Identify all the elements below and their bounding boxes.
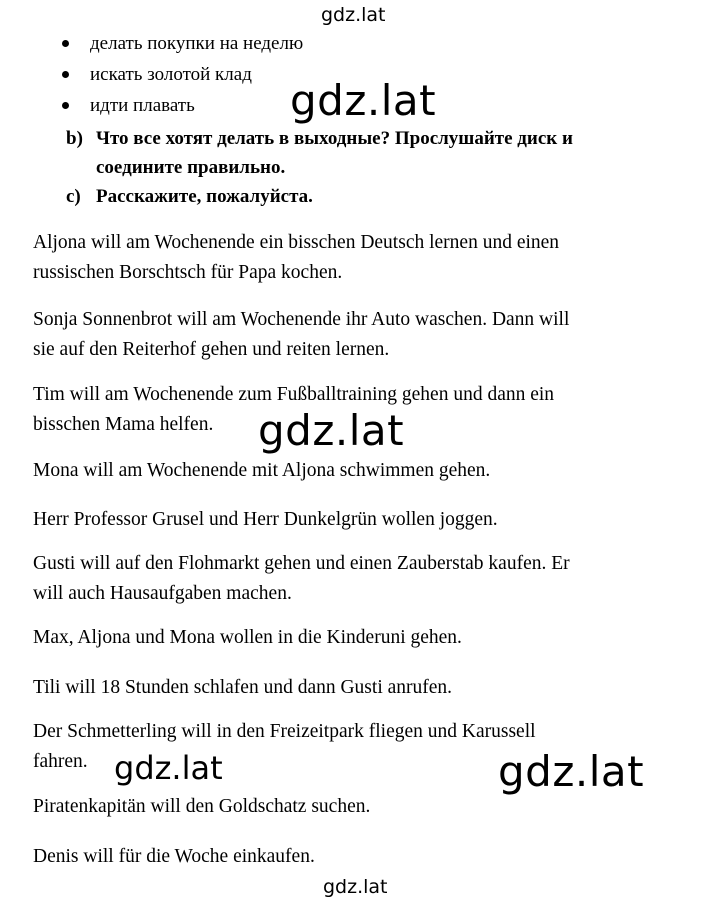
paragraph-line: Sonja Sonnenbrot will am Wochenende ihr Auto waschen. Dann will (33, 309, 570, 330)
list-item-text: идти плавать (90, 95, 195, 116)
bullet-icon (62, 102, 69, 109)
watermark-mid-left: gdz.lat (114, 749, 223, 787)
list-item (62, 61, 303, 92)
paragraph-line: will auch Hausaufgaben machen. (33, 583, 292, 604)
paragraph-tili (33, 673, 683, 703)
watermark-big-2: gdz.lat (258, 406, 405, 455)
paragraph-line: sie auf den Reiterhof gehen und reiten lernen. (33, 339, 390, 360)
paragraph-line: Der Schmetterling will in den Freizeitpark fliegen und Karussell (33, 721, 536, 742)
paragraph-mona (33, 456, 683, 486)
list-item-text: делать покупки на неделю (90, 33, 304, 54)
task-b-letter: b) (66, 128, 83, 149)
bullet-icon (62, 71, 69, 78)
paragraph-grusel (33, 505, 683, 535)
bullet-list (62, 30, 303, 123)
task-c-line1: Расскажите, пожалуйста. (96, 186, 313, 207)
paragraph-line: Herr Professor Grusel und Herr Dunkelgrün wollen joggen. (33, 509, 498, 530)
paragraph-line: russischen Borschtsch für Papa kochen. (33, 262, 343, 283)
bullet-icon (62, 40, 69, 47)
paragraph-line: Aljona will am Wochenende ein bisschen Deutsch lernen und einen (33, 232, 560, 253)
watermark-bottom: gdz.lat (323, 876, 388, 898)
list-item (62, 92, 303, 123)
paragraph-sonja (33, 305, 683, 365)
paragraph-gusti (33, 549, 683, 609)
paragraph-line: Tim will am Wochenende zum Fußballtraining gehen und dann ein (33, 384, 555, 405)
paragraph-max (33, 623, 683, 653)
paragraph-line: Max, Aljona und Mona wollen in die Kinderuni gehen. (33, 627, 462, 648)
paragraph-aljona (33, 228, 683, 288)
watermark-top: gdz.lat (321, 4, 386, 26)
list-item (62, 30, 303, 61)
watermark-big-1: gdz.lat (290, 76, 437, 125)
paragraph-line: Piratenkapitän will den Goldschatz suchen. (33, 796, 371, 817)
watermark-big-right: gdz.lat (498, 747, 645, 796)
paragraph-line: fahren. (33, 751, 88, 772)
list-item-text: искать золотой клад (90, 64, 252, 85)
task-b (66, 124, 573, 182)
task-b-line2: соедините правильно. (96, 157, 286, 178)
paragraph-denis (33, 842, 683, 872)
paragraph-line: Denis will für die Woche einkaufen. (33, 846, 315, 867)
paragraph-line: Tili will 18 Stunden schlafen und dann Gusti anrufen. (33, 677, 453, 698)
task-b-line1: Что все хотят делать в выходные? Прослушайте диск и (96, 128, 573, 149)
task-c-letter: c) (66, 186, 81, 207)
paragraph-piratenkapitaen (33, 792, 683, 822)
task-c (66, 182, 313, 211)
paragraph-line: Mona will am Wochenende mit Aljona schwimmen gehen. (33, 460, 491, 481)
paragraph-line: Gusti will auf den Flohmarkt gehen und einen Zauberstab kaufen. Er (33, 553, 570, 574)
paragraph-line: bisschen Mama helfen. (33, 414, 214, 435)
